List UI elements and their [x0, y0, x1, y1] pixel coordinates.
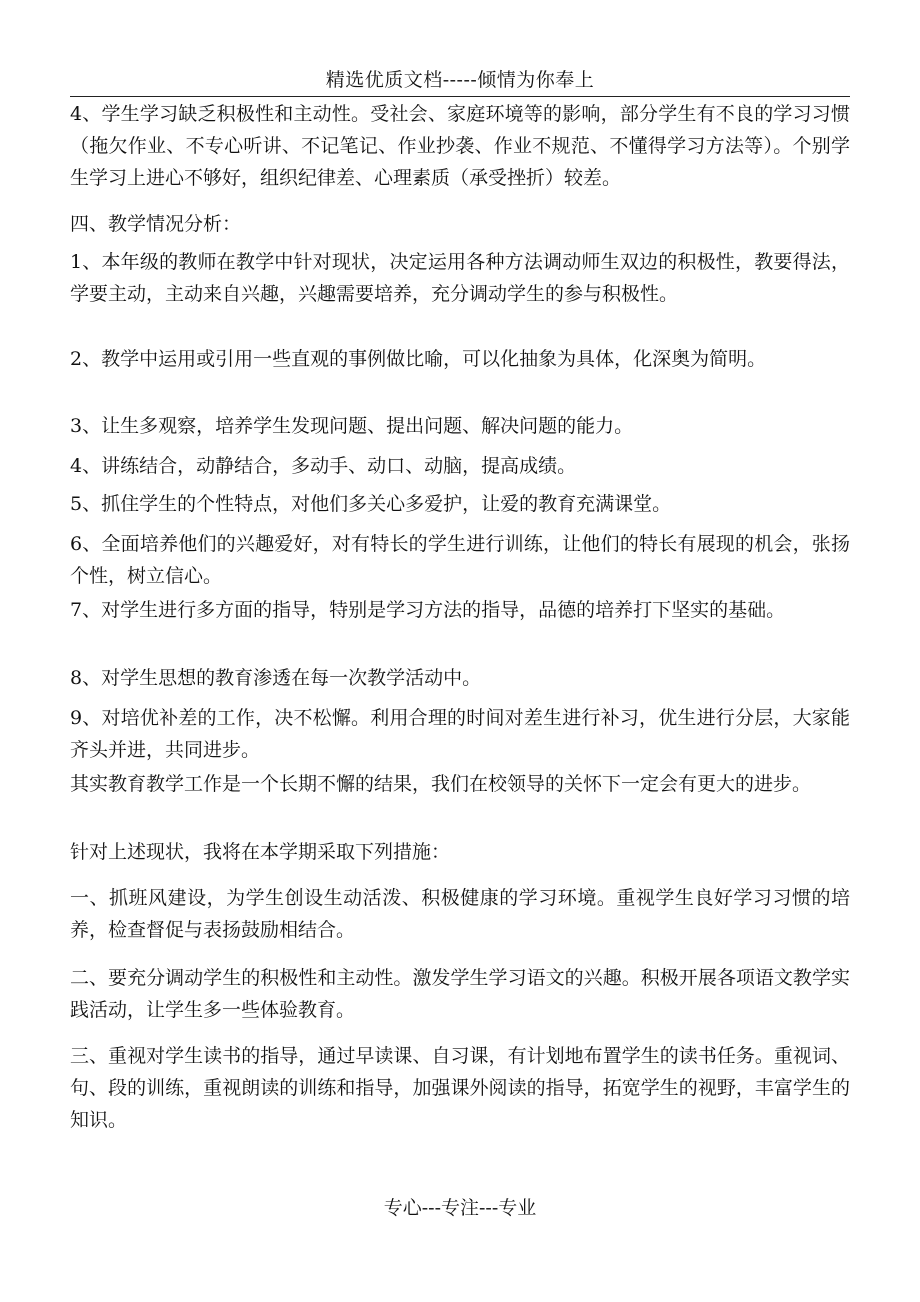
paragraph-analysis-3: 3、让生多观察，培养学生发现问题、提出问题、解决问题的能力。: [70, 415, 634, 437]
header-divider: [70, 96, 850, 97]
paragraph-4-learning-attitude: 4、学生学习缺乏积极性和主动性。受社会、家庭环境等的影响，部分学生有不良的学习习惯（拖欠作业、不专心听讲、不记笔记、作业抄袭、作业不规范、不懂得学习方法等）。个别学生学习上进心不够好，组织纪律差、心理素质（承受挫折）较差。: [70, 103, 850, 189]
paragraph-analysis-4: 4、讲练结合，动静结合，多动手、动口、动脑，提高成绩。: [70, 455, 577, 477]
section-heading-teaching-analysis: 四、教学情况分析：: [70, 213, 242, 235]
paragraph-analysis-1: 1、本年级的教师在教学中针对现状，决定运用各种方法调动师生双边的积极性，教要得法，学要主动，主动来自兴趣，兴趣需要培养，充分调动学生的参与积极性。: [70, 251, 850, 305]
paragraph-analysis-6: 6、全面培养他们的兴趣爱好，对有特长的学生进行训练，让他们的特长有展现的机会，张扬个性，树立信心。: [70, 533, 850, 587]
paragraph-analysis-5: 5、抓住学生的个性特点，对他们多关心多爱护，让爱的教育充满课堂。: [70, 493, 672, 515]
paragraph-analysis-2: 2、教学中运用或引用一些直观的事例做比喻，可以化抽象为具体，化深奥为简明。: [70, 348, 767, 370]
paragraph-analysis-9: 9、对培优补差的工作，决不松懈。利用合理的时间对差生进行补习，优生进行分层，大家能齐头并进，共同进步。: [70, 707, 850, 761]
paragraph-analysis-7: 7、对学生进行多方面的指导，特别是学习方法的指导，品德的培养打下坚实的基础。: [70, 599, 786, 621]
page-footer: 专心---专注---专业: [383, 1197, 537, 1219]
paragraph-analysis-8: 8、对学生思想的教育渗透在每一次教学活动中。: [70, 667, 482, 689]
paragraph-measure-3: 三、重视对学生读书的指导，通过早读课、自习课，有计划地布置学生的读书任务。重视词、句、段的训练，重视朗读的训练和指导，加强课外阅读的指导，拓宽学生的视野，丰富学生的知识。: [70, 1045, 850, 1131]
paragraph-measure-2: 二、要充分调动学生的积极性和主动性。激发学生学习语文的兴趣。积极开展各项语文教学实践活动，让学生多一些体验教育。: [70, 967, 850, 1021]
paragraph-measure-1: 一、抓班风建设，为学生创设生动活泼、积极健康的学习环境。重视学生良好学习习惯的培养，检查督促与表扬鼓励相结合。: [70, 887, 850, 941]
page-header: 精选优质文档-----倾情为你奉上: [325, 69, 595, 91]
paragraph-measures-intro: 针对上述现状，我将在本学期采取下列措施：: [70, 841, 451, 863]
paragraph-summary: 其实教育教学工作是一个长期不懈的结果，我们在校领导的关怀下一定会有更大的进步。: [70, 773, 812, 795]
